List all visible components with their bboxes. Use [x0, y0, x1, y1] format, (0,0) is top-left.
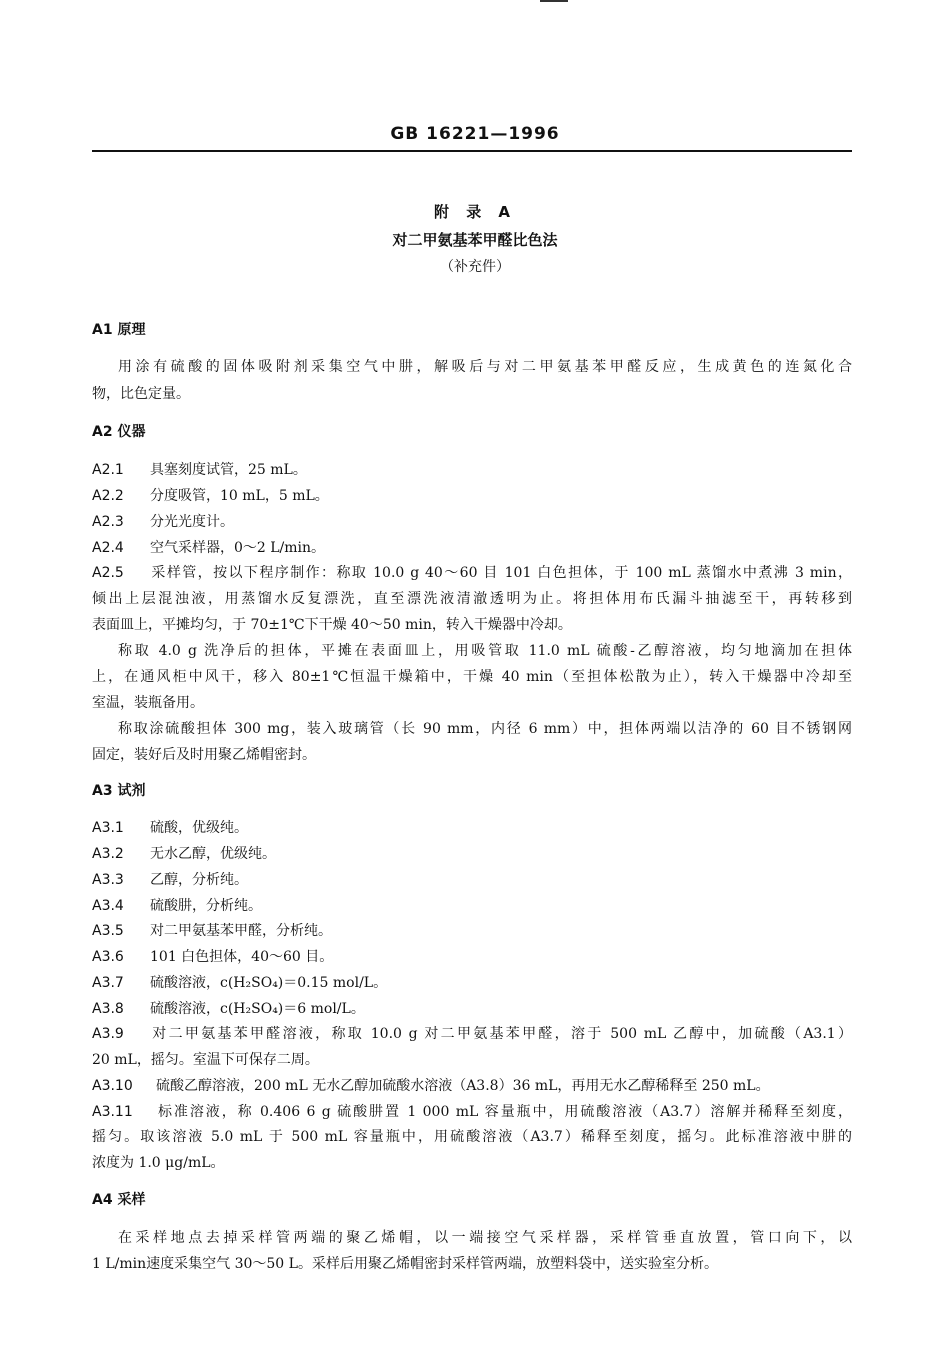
- a2-5-line: 称取涂硫酸担体 300 mg，装入玻璃管（长 90 mm，内径 6 mm）中，担体两端以洁净的 60 目不锈钢网: [118, 721, 852, 737]
- item-number: A2.2: [92, 488, 124, 504]
- section-heading-a1: A1 原理: [92, 322, 146, 338]
- item-number: A2.1: [92, 462, 124, 478]
- item-number: A3.10: [92, 1078, 133, 1094]
- list-item-a3-8: [92, 999, 852, 1019]
- item-text: 101 白色担体，40～60 目。: [150, 949, 334, 965]
- item-number: A3.11: [92, 1104, 133, 1120]
- a2-5-line: 室温，装瓶备用。: [92, 695, 204, 711]
- list-item-a3-5: [92, 921, 852, 941]
- appendix-label: 附 录 A: [433, 203, 517, 221]
- item-text: 乙醇，分析纯。: [150, 872, 248, 888]
- section-heading-a2: A2 仪器: [92, 424, 146, 440]
- item-text: 硫酸乙醇溶液，200 mL 无水乙醇加硫酸水溶液（A3.8）36 mL，再用无水乙醇稀释至 250 mL。: [156, 1078, 770, 1094]
- item-text: 硫酸，优级纯。: [150, 820, 248, 836]
- header-rule: [92, 150, 852, 152]
- standard-number: GB 16221—1996: [390, 124, 560, 144]
- a2-5-line: 称取 4.0 g 洗净后的担体，平摊在表面皿上，用吸管取 11.0 mL 硫酸-乙醇溶液，均匀地滴加在担体: [118, 643, 852, 659]
- list-item-a3-1: [92, 818, 852, 838]
- a4-paragraph-line: 在采样地点去掉采样管两端的聚乙烯帽，以一端接空气采样器，采样管垂直放置，管口向下，以: [118, 1230, 852, 1246]
- item-text: 硫酸肼，分析纯。: [150, 898, 262, 914]
- item-text: 采样管，按以下程序制作：称取 10.0 g 40～60 目 101 白色担体，于 100 mL 蒸馏水中煮沸 3 min，: [150, 565, 852, 581]
- list-item-a3-4: [92, 896, 852, 916]
- list-item-a2-3: [92, 512, 852, 532]
- item-number: A2.4: [92, 540, 124, 556]
- appendix-note: （补充件）: [440, 259, 510, 275]
- item-text: 具塞刻度试管，25 mL。: [150, 462, 307, 478]
- item-text: 对二甲氨基苯甲醛溶液，称取 10.0 g 对二甲氨基苯甲醛，溶于 500 mL 乙醇中，加硫酸（A3.1）: [150, 1026, 852, 1042]
- a2-5-line: 表面皿上，平摊均匀，于 70±1℃下干燥 40～50 min，转入干燥器中冷却。: [92, 617, 572, 633]
- item-text: 分度吸管，10 mL，5 mL。: [150, 488, 329, 504]
- item-number: A3.8: [92, 1001, 124, 1017]
- a2-5-line: 倾出上层混浊液，用蒸馏水反复漂洗，直至漂洗液清澈透明为止。将担体用布氏漏斗抽滤至干，再转移到: [92, 591, 852, 607]
- item-number: A3.6: [92, 949, 124, 965]
- list-item-a2-2: [92, 486, 852, 506]
- list-item-a3-9: [92, 1024, 852, 1044]
- a1-paragraph-line: 物，比色定量。: [92, 386, 190, 402]
- item-number: A3.9: [92, 1026, 124, 1042]
- item-text: 硫酸溶液，c(H₂SO₄)＝0.15 mol/L。: [150, 975, 388, 991]
- item-text: 标准溶液，称 0.406 6 g 硫酸肼置 1 000 mL 容量瓶中，用硫酸溶液（A3.7）溶解并稀释至刻度，: [156, 1104, 852, 1120]
- item-text: 空气采样器，0～2 L/min。: [150, 540, 326, 556]
- a3-11-line: 浓度为 1.0 μg/mL。: [92, 1155, 225, 1171]
- section-heading-a3: A3 试剂: [92, 783, 146, 799]
- list-item-a2-4: [92, 538, 852, 558]
- list-item-a3-6: [92, 947, 852, 967]
- appendix-title: 对二甲氨基苯甲醛比色法: [392, 231, 558, 249]
- list-item-a3-7: [92, 973, 852, 993]
- item-number: A3.4: [92, 898, 124, 914]
- section-heading-a4: A4 采样: [92, 1192, 146, 1208]
- a3-9-line: 20 mL，摇匀。室温下可保存二周。: [92, 1052, 319, 1068]
- item-number: A3.3: [92, 872, 124, 888]
- item-number: A2.5: [92, 565, 124, 581]
- page-top-mark: [540, 0, 568, 2]
- list-item-a3-10: [92, 1076, 852, 1096]
- list-item-a3-11: [92, 1102, 852, 1122]
- item-text: 对二甲氨基苯甲醛，分析纯。: [150, 923, 332, 939]
- list-item-a2-1: [92, 460, 852, 480]
- list-item-a3-2: [92, 844, 852, 864]
- a4-paragraph-line: 1 L/min速度采集空气 30～50 L。采样后用聚乙烯帽密封采样管两端，放塑料袋中，送实验室分析。: [92, 1256, 718, 1272]
- item-number: A3.1: [92, 820, 124, 836]
- a2-5-line: 上，在通风柜中风干，移入 80±1℃恒温干燥箱中，干燥 40 min（至担体松散为止），转入干燥器中冷却至: [92, 669, 852, 685]
- item-text: 硫酸溶液，c(H₂SO₄)＝6 mol/L。: [150, 1001, 365, 1017]
- item-number: A3.2: [92, 846, 124, 862]
- item-number: A3.5: [92, 923, 124, 939]
- a1-paragraph-line: 用涂有硫酸的固体吸附剂采集空气中肼，解吸后与对二甲氨基苯甲醛反应，生成黄色的连氮化合: [118, 359, 852, 375]
- list-item-a3-3: [92, 870, 852, 890]
- item-text: 无水乙醇，优级纯。: [150, 846, 276, 862]
- item-number: A3.7: [92, 975, 124, 991]
- a3-11-line: 摇匀。取该溶液 5.0 mL 于 500 mL 容量瓶中，用硫酸溶液（A3.7）稀释至刻度，摇匀。此标准溶液中肼的: [92, 1129, 852, 1145]
- list-item-a2-5: [92, 563, 852, 583]
- item-text: 分光光度计。: [150, 514, 234, 530]
- a2-5-line: 固定，装好后及时用聚乙烯帽密封。: [92, 747, 316, 763]
- item-number: A2.3: [92, 514, 124, 530]
